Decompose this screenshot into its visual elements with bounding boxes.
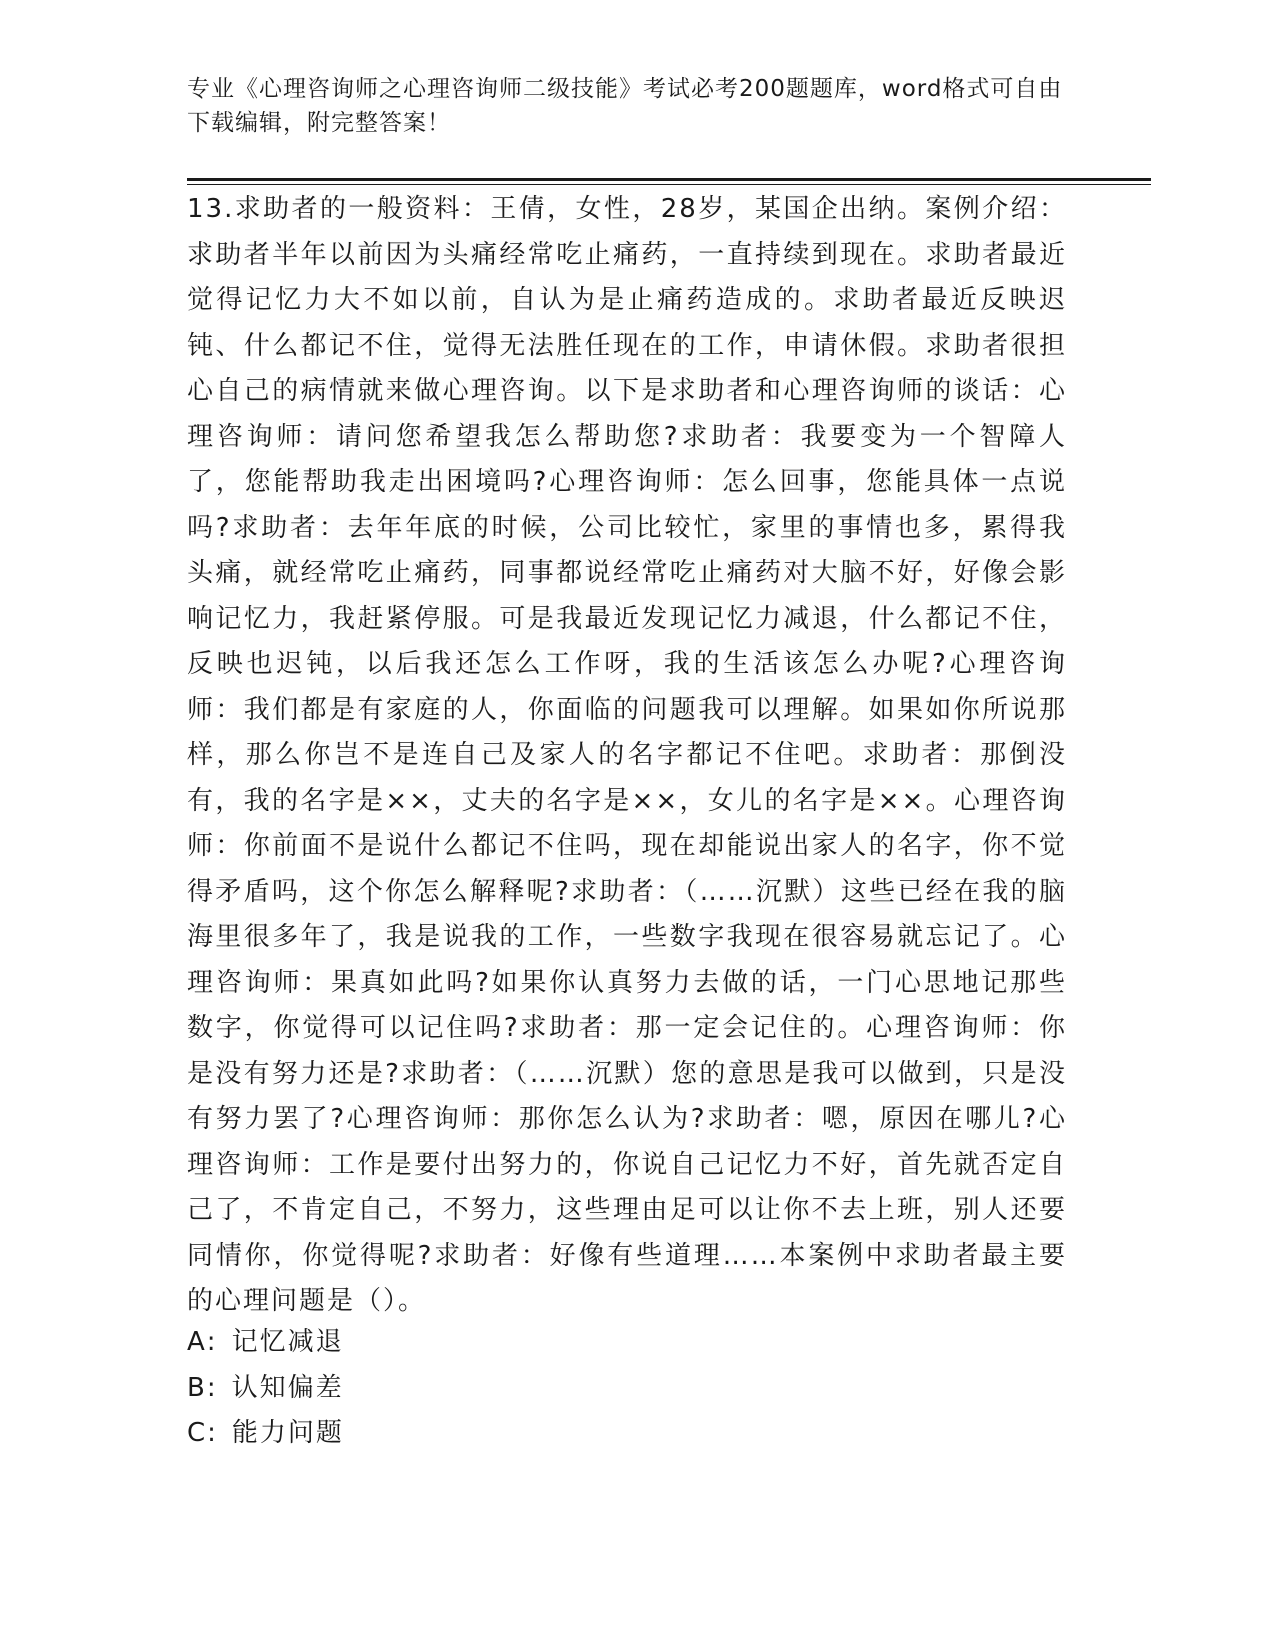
header-divider-thick (187, 178, 1151, 181)
option-b-separator: : (206, 1372, 218, 1403)
option-c-text: 能力问题 (231, 1418, 344, 1448)
option-a-text: 记忆减退 (231, 1327, 344, 1357)
option-a (187, 1320, 1067, 1366)
option-a-separator: : (206, 1327, 218, 1357)
option-c-key: C (187, 1418, 208, 1448)
option-b (187, 1366, 1067, 1412)
option-b-text: 认知偏差 (231, 1372, 344, 1403)
option-c (187, 1411, 1067, 1457)
option-b-key: B (187, 1372, 207, 1403)
options-list (187, 1320, 1067, 1457)
question-text: 13.求助者的一般资料：王倩，女性，28岁，某国企出纳。案例介绍：求助者半年以前因为头痛经常吃止痛药，一直持续到现在。求助者最近觉得记忆力大不如以前，自认为是止痛药造成的。求助者最近反映迟钝、什么都记不住，觉得无法胜任现在的工作，申请休假。求助者很担心自己的病情就来做心理咨询。以下是求助者和心理咨询师的谈话：心理咨询师：请问您希望我怎么帮助您?求助者：我要变为一个智障人了，您能帮助我走出困境吗?心理咨询师：怎么回事，您能具体一点说吗?求助者：去年年底的时候，公司比较忙，家里的事情也多，累得我头痛，就经常吃止痛药，同事都说经常吃止痛药对大脑不好，好像会影响记忆力，我赶紧停服。可是我最近发现记忆力减退，什么都记不住，反映也迟钝，以后我还怎么工作呀，我的生活该怎么办呢?心理咨询师：我们都是有家庭的人，你面临的问题我可以理解。如果如你所说那样，那么你岂不是连自己及家人的名字都记不住吧。求助者：那倒没有，我的名字是××，丈夫的名字是××，女儿的名字是××。心理咨询师：你前面不是说什么都记不住吗，现在却能说出家人的名字，你不觉得矛盾吗，这个你怎么解释呢?求助者：（……沉默）这些已经在我的脑海里很多年了，我是说我的工作，一些数字我现在很容易就忘记了。心理咨询师：果真如此吗?如果你认真努力去做的话，一门心思地记那些数字，你觉得可以记住吗?求助者：那一定会记住的。心理咨询师：你是没有努力还是?求助者：（……沉默）您的意思是我可以做到，只是没有努力罢了?心理咨询师：那你怎么认为?求助者：嗯，原因在哪儿?心理咨询师：工作是要付出努力的，你说自己记忆力不好，首先就否定自己了，不肯定自己，不努力，这些理由足可以让你不去上班，别人还要同情你，你觉得呢?求助者：好像有些道理……本案例中求助者最主要的心理问题是（）。 (187, 194, 1067, 1316)
page-header-title: 专业《心理咨询师之心理咨询师二级技能》考试必考200题题库，word格式可自由下载编辑，附完整答案！ (187, 76, 1063, 136)
option-a-key: A (187, 1327, 207, 1357)
header-divider-thin (187, 184, 1151, 185)
option-c-separator: : (207, 1418, 218, 1448)
